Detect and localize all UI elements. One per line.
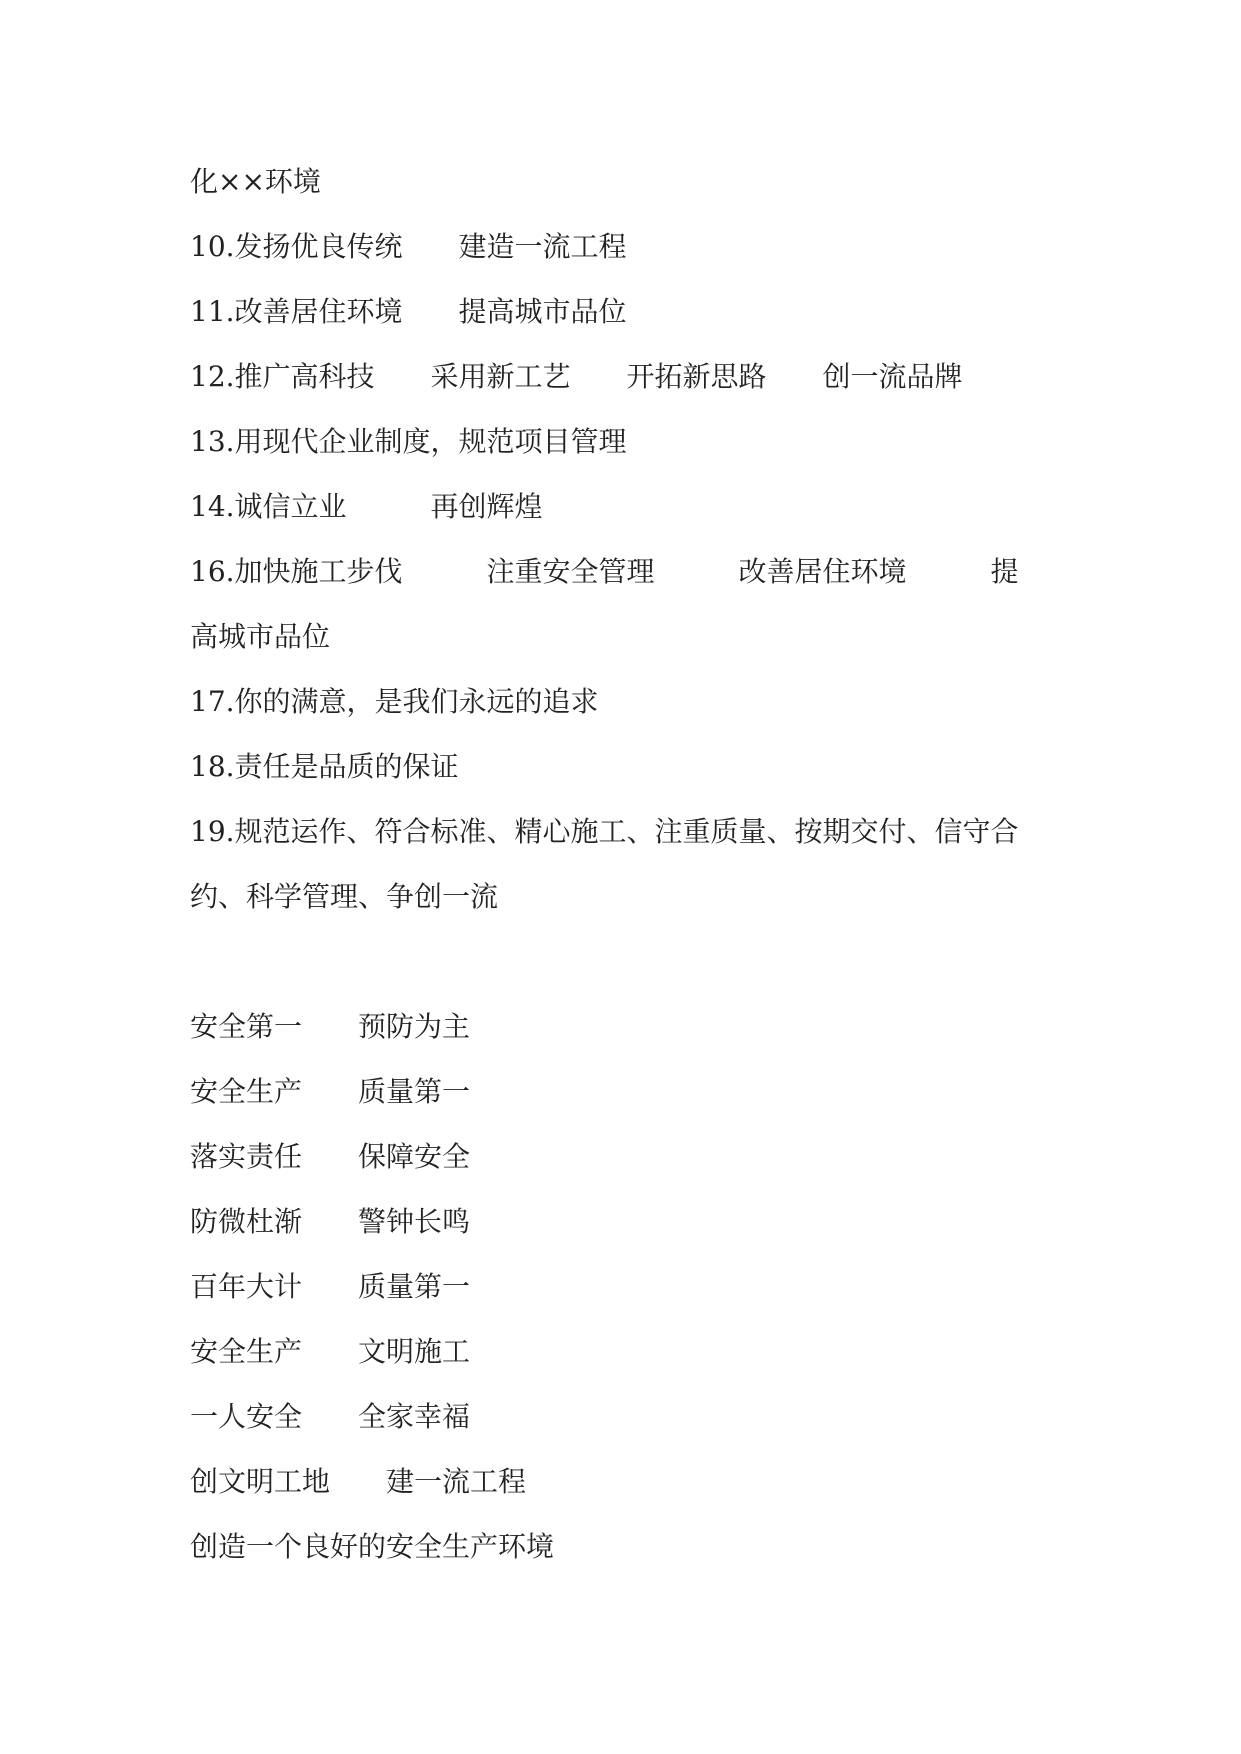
- text-line: 安全生产 质量第一: [190, 1075, 471, 1108]
- text-line: 17.你的满意，是我们永远的追求: [190, 685, 599, 718]
- text-line: 19.规范运作、符合标准、精心施工、注重质量、按期交付、信守合: [190, 815, 1019, 848]
- text-line: 防微杜渐 警钟长鸣: [190, 1205, 471, 1238]
- text-line: 安全生产 文明施工: [190, 1335, 471, 1368]
- text-line: 12.推广高科技 采用新工艺 开拓新思路 创一流品牌: [190, 360, 963, 393]
- text-line: 11.改善居住环境 提高城市品位: [190, 295, 627, 328]
- text-line: 百年大计 质量第一: [190, 1270, 471, 1303]
- text-line: 创文明工地 建一流工程: [190, 1465, 527, 1498]
- text-line: 约、科学管理、争创一流: [190, 880, 499, 913]
- text-line: 一人安全 全家幸福: [190, 1400, 471, 1433]
- text-line: 安全第一 预防为主: [190, 1010, 471, 1043]
- text-line: 高城市品位: [190, 620, 331, 653]
- text-line: 14.诚信立业 再创辉煌: [190, 490, 543, 523]
- text-line: 化××环境: [190, 165, 321, 198]
- text-line: 16.加快施工步伐 注重安全管理 改善居住环境 提: [190, 555, 1019, 588]
- text-line: 13.用现代企业制度，规范项目管理: [190, 425, 627, 458]
- text-line: 落实责任 保障安全: [190, 1140, 471, 1173]
- text-line: 18.责任是品质的保证: [190, 750, 459, 783]
- text-line: 创造一个良好的安全生产环境: [190, 1530, 555, 1563]
- text-line: 10.发扬优良传统 建造一流工程: [190, 230, 627, 263]
